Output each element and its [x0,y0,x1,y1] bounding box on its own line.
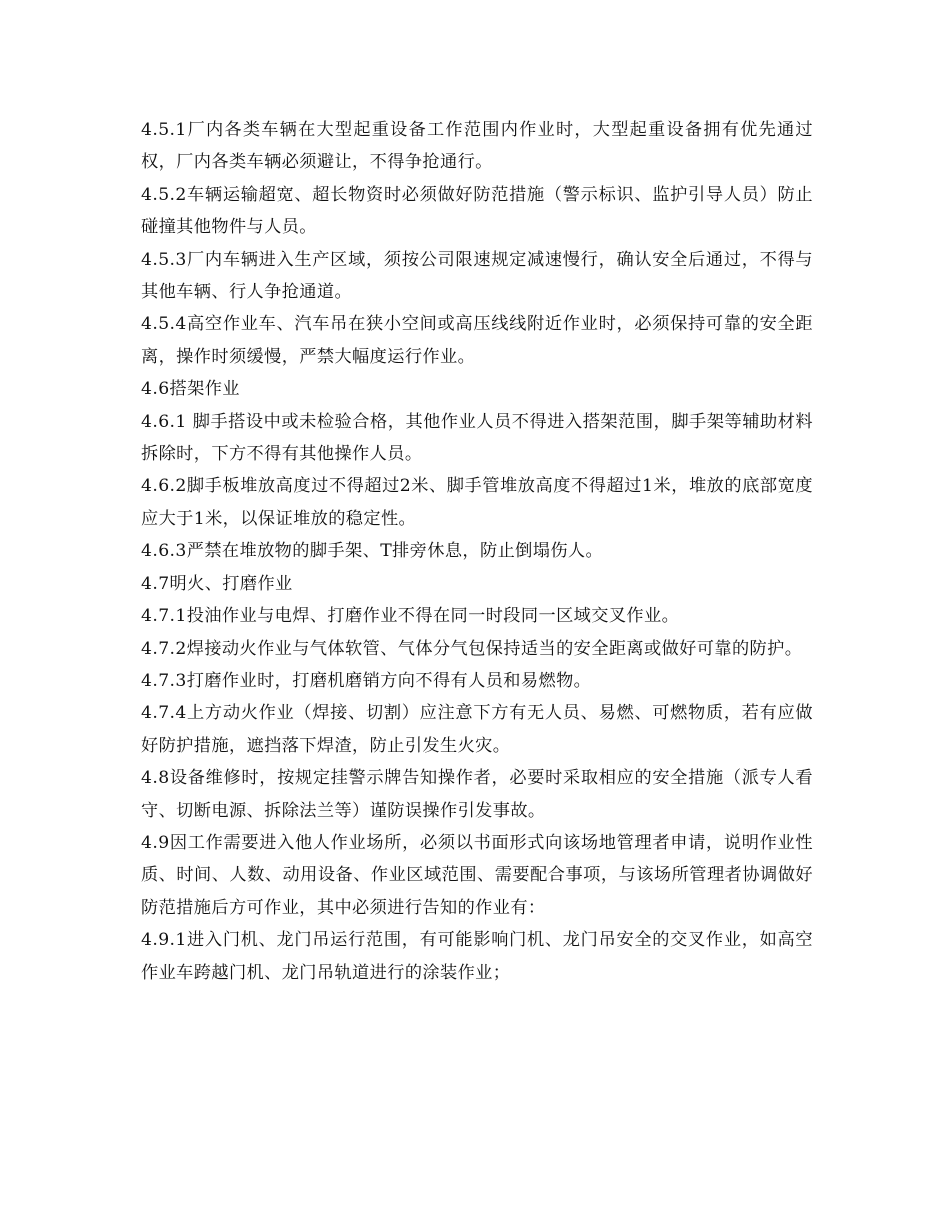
paragraph-4-5-4: 4.5.4高空作业车、汽车吊在狭小空间或高压线线附近作业时，必须保持可靠的安全距离，操作时须缓慢，严禁大幅度运行作业。 [141,314,813,367]
paragraph-4-5-3: 4.5.3厂内车辆进入生产区域，须按公司限速规定减速慢行，确认安全后通过，不得与其他车辆、行人争抢通道。 [141,249,813,303]
section-heading-4-7: 4.7明火、打磨作业 [141,573,293,594]
paragraph-4-9: 4.9因工作需要进入他人作业场所，必须以书面形式向该场地管理者申请，说明作业性质、时间、人数、动用设备、作业区域范围、需要配合事项，与该场所管理者协调做好防范措施后方可作业，其中必须进行告知的作业有： [141,832,813,918]
document-body [141,114,813,989]
paragraph-4-6-1: 4.6.1 脚手搭设中或未检验合格，其他作业人员不得进入搭架范围，脚手架等辅助材料拆除时，下方不得有其他操作人员。 [141,411,813,465]
paragraph-4-7-2: 4.7.2焊接动火作业与气体软管、气体分气包保持适当的安全距离或做好可靠的防护。 [141,638,803,659]
paragraph-4-5-1: 4.5.1厂内各类车辆在大型起重设备工作范围内作业时，大型起重设备拥有优先通过权，厂内各类车辆必须避让，不得争抢通行。 [141,120,813,173]
paragraph-4-7-1: 4.7.1投油作业与电焊、打磨作业不得在同一时段同一区域交叉作业。 [141,606,680,627]
paragraph-4-7-4: 4.7.4上方动火作业（焊接、切割）应注意下方有无人员、易燃、可燃物质，若有应做好防护措施，遮挡落下焊渣，防止引发生火灾。 [141,703,813,756]
paragraph-4-6-2: 4.6.2脚手板堆放高度过不得超过2米、脚手管堆放高度不得超过1米，堆放的底部宽度应大于1米，以保证堆放的稳定性。 [141,476,813,529]
paragraph-4-9-1: 4.9.1进入门机、龙门吊运行范围，有可能影响门机、龙门吊安全的交叉作业，如高空作业车跨越门机、龙门吊轨道进行的涂装作业； [141,930,813,983]
paragraph-4-6-3: 4.6.3严禁在堆放物的脚手架、T排旁休息，防止倒塌伤人。 [141,541,604,562]
section-heading-4-6: 4.6搭架作业 [141,379,240,400]
paragraph-4-7-3: 4.7.3打磨作业时，打磨机磨销方向不得有人员和易燃物。 [141,670,592,691]
paragraph-4-8: 4.8设备维修时，按规定挂警示牌告知操作者，必要时采取相应的安全措施（派专人看守、切断电源、拆除法兰等）谨防误操作引发事故。 [141,768,813,821]
paragraph-4-5-2: 4.5.2车辆运输超宽、超长物资时必须做好防范措施（警示标识、监护引导人员）防止碰撞其他物件与人员。 [141,184,813,238]
